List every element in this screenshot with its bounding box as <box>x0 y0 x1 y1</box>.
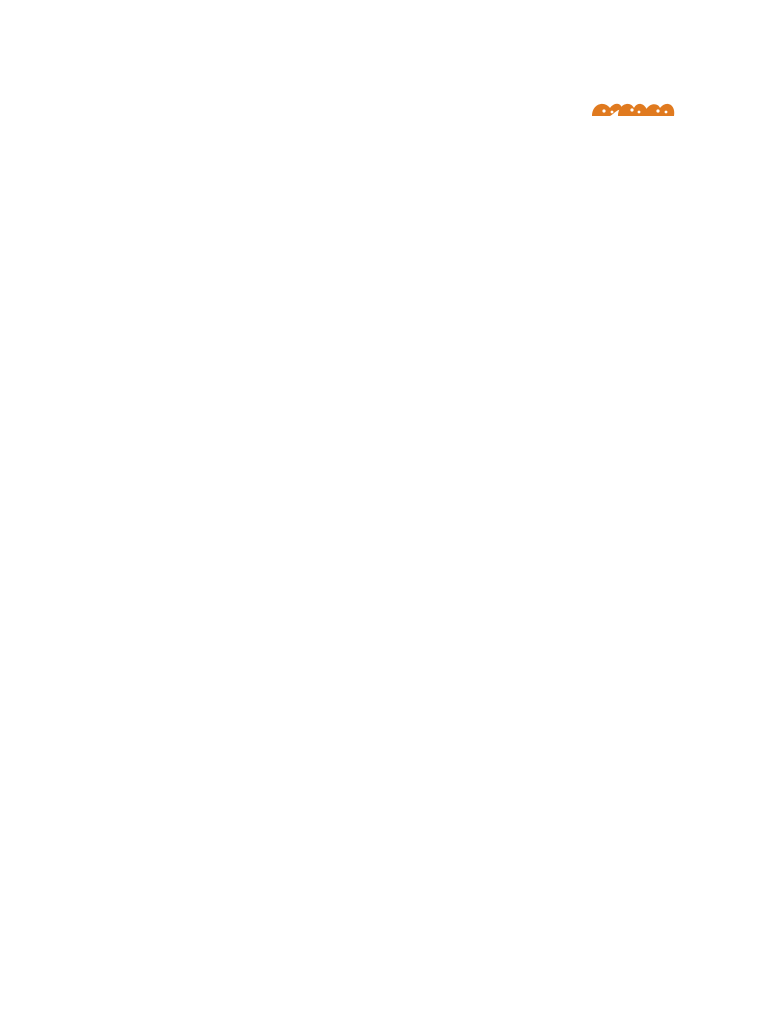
restaurant-logo <box>584 38 694 134</box>
logo-ornament-icon <box>588 96 678 118</box>
